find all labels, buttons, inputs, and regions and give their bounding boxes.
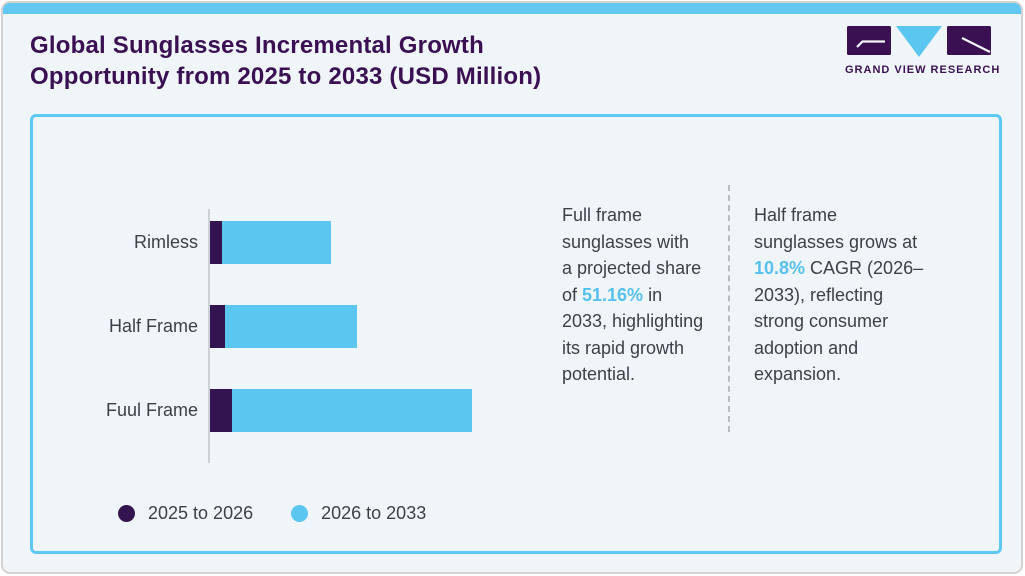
annotation-full-frame-text-before: Full frame sunglasses with a projected share of bbox=[562, 205, 702, 305]
bar-segment-2026-2033 bbox=[225, 305, 357, 348]
annotation-full-frame-text-after: in 2033, highlighting its rapid growth potential. bbox=[562, 284, 704, 384]
bar-segment-2026-2033 bbox=[232, 389, 472, 432]
category-label: Rimless bbox=[133, 232, 198, 252]
page-title bbox=[30, 30, 541, 92]
bar-row bbox=[96, 389, 472, 432]
category-label: Fuul Frame bbox=[105, 400, 198, 420]
annotation-half-frame bbox=[754, 202, 924, 388]
legend-dot-icon bbox=[291, 505, 308, 522]
legend-dot-icon bbox=[118, 505, 135, 522]
bar-rows bbox=[96, 221, 472, 473]
bar-row bbox=[96, 305, 472, 348]
highlight-share-value: 51.16% bbox=[582, 284, 644, 305]
bar-segment-2025-2026 bbox=[210, 389, 232, 432]
chart-legend bbox=[118, 503, 426, 524]
infographic-window bbox=[1, 1, 1023, 574]
chart-panel bbox=[30, 114, 1002, 554]
logo-wordmark: GRAND VIEW RESEARCH bbox=[845, 64, 1001, 76]
stacked-bar bbox=[210, 389, 472, 432]
category-label: Half Frame bbox=[108, 316, 198, 336]
legend-item bbox=[118, 503, 253, 524]
annotation-half-frame-text-after: CAGR (2026–2033), reflecting strong consumer adoption and expansion. bbox=[754, 258, 924, 384]
page-title-line-2: Opportunity from 2025 to 2033 (USD Million) bbox=[30, 63, 542, 90]
bar-segment-2026-2033 bbox=[222, 221, 331, 264]
page-title-line-1: Global Sunglasses Incremental Growth bbox=[30, 32, 484, 59]
bar-row bbox=[96, 221, 472, 264]
top-accent-bar bbox=[3, 3, 1021, 14]
bar-segment-2025-2026 bbox=[210, 305, 225, 348]
dashed-divider bbox=[728, 185, 730, 432]
annotation-full-frame bbox=[562, 202, 704, 388]
stacked-bar bbox=[210, 221, 331, 264]
highlight-cagr-value: 10.8% bbox=[754, 258, 806, 278]
legend-label: 2026 to 2033 bbox=[321, 503, 427, 523]
gvr-logo bbox=[845, 26, 1001, 78]
stacked-bar bbox=[210, 305, 357, 348]
bar-segment-2025-2026 bbox=[210, 221, 222, 264]
legend-item bbox=[291, 503, 426, 524]
legend-label: 2025 to 2026 bbox=[148, 503, 254, 523]
annotation-half-frame-text-before: Half frame sunglasses grows at bbox=[754, 205, 918, 252]
